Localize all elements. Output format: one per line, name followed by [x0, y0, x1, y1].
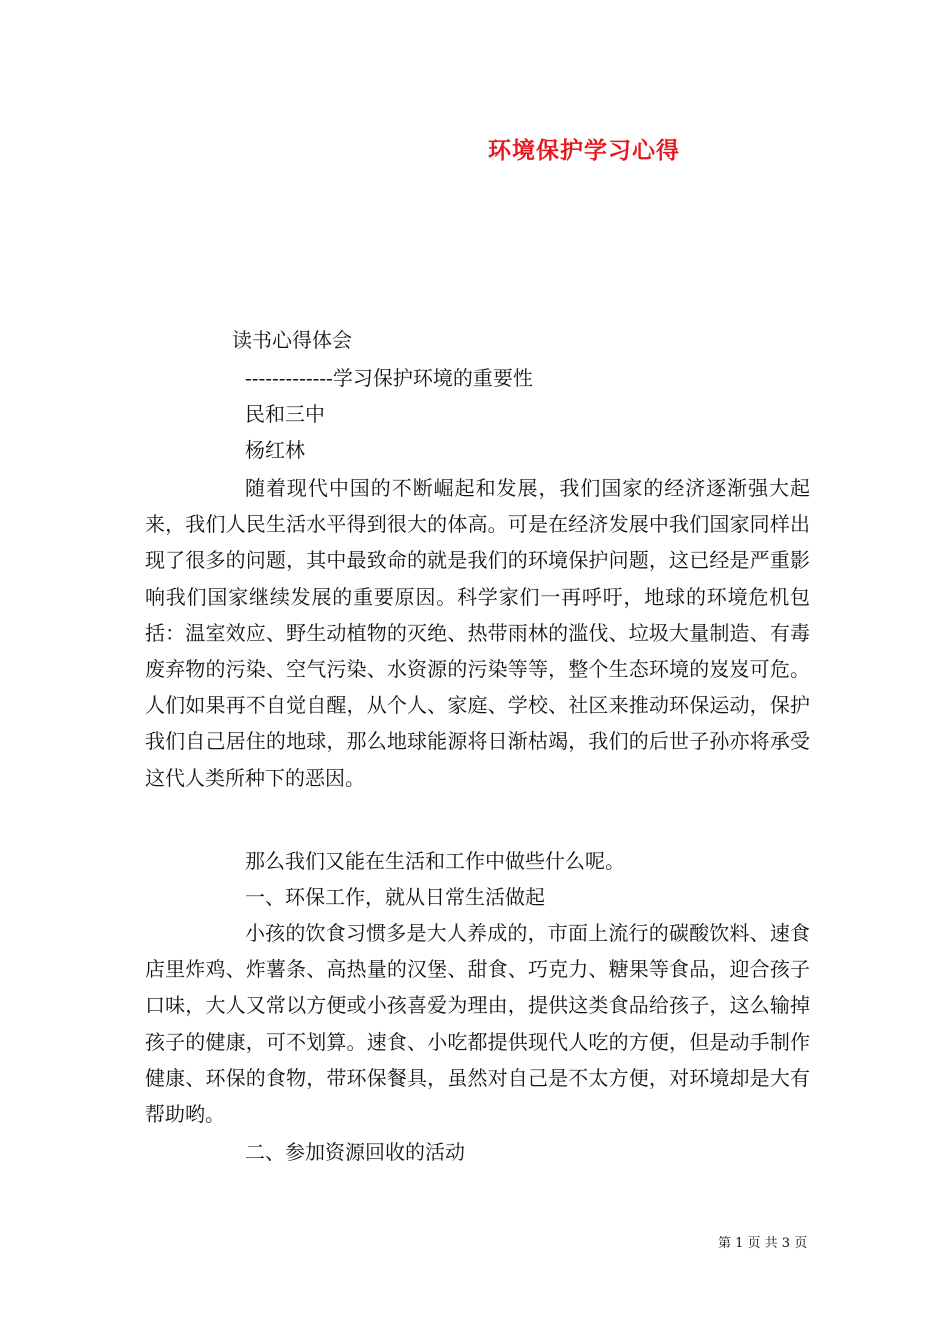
heading: 读书心得体会 [232, 328, 352, 352]
document-title: 环境保护学习心得 [488, 137, 680, 164]
paragraph-2: 那么我们又能在生活和工作中做些什么呢。 [245, 849, 625, 873]
paragraph-3: 小孩的饮食习惯多是大人养成的，市面上流行的碳酸饮料、速食店里炸鸡、炸薯条、高热量的汉堡、甜食、巧克力、糖果等食品，迎合孩子口味，大人又常以方便或小孩喜爱为理由，提供这类食品给孩子，这么输掉孩子的健康，可不划算。速食、小吃都提供现代人吃的方便，但是动手制作健康、环保的食物，带环保餐具，虽然对自己是不太方便，对环境却是大有帮助哟。 [145, 921, 810, 1127]
subtitle: -------------学习保护环境的重要性 [245, 366, 533, 390]
section-1-heading: 一、环保工作，就从日常生活做起 [245, 885, 545, 909]
page-number: 第 1 页 共 3 页 [718, 1236, 808, 1251]
paragraph-1: 随着现代中国的不断崛起和发展，我们国家的经济逐渐强大起来，我们人民生活水平得到很大的体高。可是在经济发展中我们国家同样出现了很多的问题，其中最致命的就是我们的环境保护问题，这已经是严重影响我们国家继续发展的重要原因。科学家们一再呼吁，地球的环境危机包括：温室效应、野生动植物的灭绝、热带雨林的滥伐、垃圾大量制造、有毒废弃物的污染、空气污染、水资源的污染等等，整个生态环境的岌岌可危。人们如果再不自觉自醒，从个人、家庭、学校、社区来推动环保运动，保护我们自己居住的地球，那么地球能源将日渐枯竭，我们的后世子孙亦将承受这代人类所种下的恶因。 [145, 476, 810, 790]
author-name: 杨红林 [245, 438, 305, 462]
section-2-heading: 二、参加资源回收的活动 [245, 1140, 465, 1164]
school-name: 民和三中 [245, 402, 325, 426]
